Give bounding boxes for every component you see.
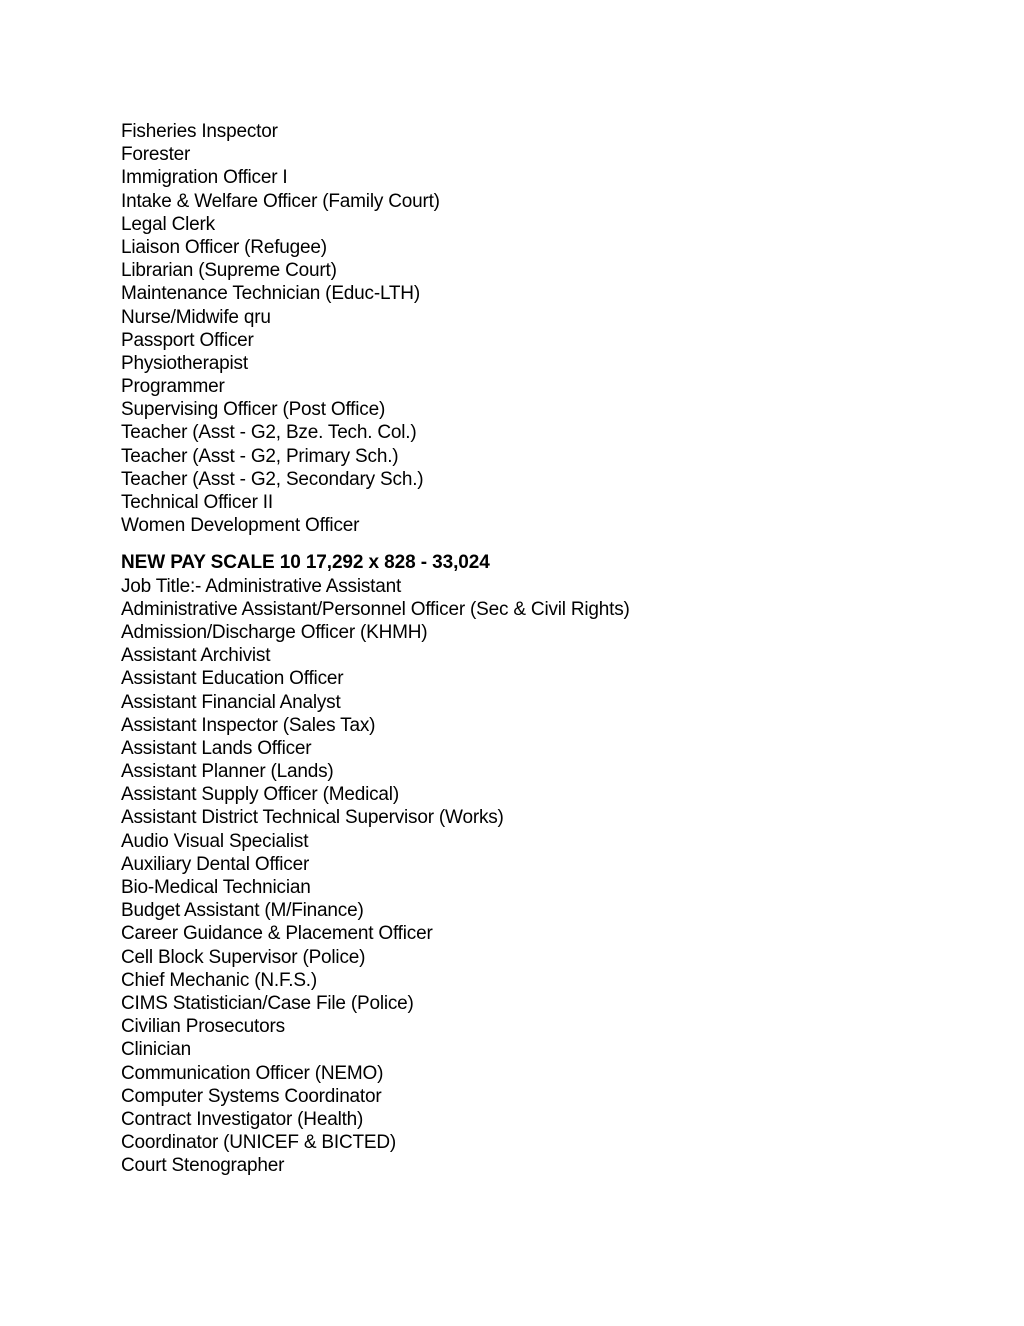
list-item: Computer Systems Coordinator xyxy=(121,1085,382,1107)
list-item: Women Development Officer xyxy=(121,515,360,537)
list-item: Supervising Officer (Post Office) xyxy=(121,399,386,421)
list-item: Librarian (Supreme Court) xyxy=(121,260,337,282)
list-item: Maintenance Technician (Educ-LTH) xyxy=(121,283,420,305)
job-title-list-top xyxy=(121,120,981,537)
list-item: Budget Assistant (M/Finance) xyxy=(121,900,364,922)
list-item: CIMS Statistician/Case File (Police) xyxy=(121,992,414,1014)
list-item: Bio-Medical Technician xyxy=(121,877,311,898)
list-item: Programmer xyxy=(121,376,225,398)
list-item: Civilian Prosecutors xyxy=(121,1016,285,1038)
list-item: Teacher (Asst - G2, Secondary Sch.) xyxy=(121,468,424,490)
list-item: Technical Officer II xyxy=(121,492,273,513)
list-item: Physiotherapist xyxy=(121,352,248,374)
list-item: Chief Mechanic (N.F.S.) xyxy=(121,969,318,991)
list-item: Audio Visual Specialist xyxy=(121,830,309,852)
list-item: Career Guidance & Placement Officer xyxy=(121,923,433,945)
list-item: Communication Officer (NEMO) xyxy=(121,1062,384,1084)
list-item: Assistant District Technical Supervisor (Works) xyxy=(121,807,504,829)
list-item: Forester xyxy=(121,144,191,166)
list-item: Contract Investigator (Health) xyxy=(121,1108,364,1130)
list-item: Coordinator (UNICEF & BICTED) xyxy=(121,1132,397,1154)
list-item: Assistant Education Officer xyxy=(121,668,344,690)
list-item: Assistant Archivist xyxy=(121,645,271,667)
list-item: Court Stenographer xyxy=(121,1155,285,1177)
list-item: Assistant Supply Officer (Medical) xyxy=(121,784,399,806)
list-item: Assistant Inspector (Sales Tax) xyxy=(121,714,376,736)
list-item: Teacher (Asst - G2, Primary Sch.) xyxy=(121,445,399,467)
job-title-list-pay-scale-10 xyxy=(121,598,981,1178)
list-item: Teacher (Asst - G2, Bze. Tech. Col.) xyxy=(121,422,417,444)
pay-scale-heading: NEW PAY SCALE 10 17,292 x 828 - 33,024 xyxy=(121,552,490,574)
list-item: Nurse/Midwife qru xyxy=(121,306,271,328)
list-item: Legal Clerk xyxy=(121,213,215,235)
list-item: Assistant Planner (Lands) xyxy=(121,761,334,783)
list-item: Admission/Discharge Officer (KHMH) xyxy=(121,621,428,643)
list-item: Immigration Officer I xyxy=(121,167,288,189)
list-item: Intake & Welfare Officer (Family Court) xyxy=(121,190,440,212)
list-item: Assistant Lands Officer xyxy=(121,737,312,759)
list-item: Liaison Officer (Refugee) xyxy=(121,236,327,258)
document-page xyxy=(121,120,981,1177)
list-item: Assistant Financial Analyst xyxy=(121,691,341,713)
section-spacer xyxy=(121,537,981,551)
list-item: Passport Officer xyxy=(121,329,254,351)
list-item: Cell Block Supervisor (Police) xyxy=(121,946,366,968)
list-item: Fisheries Inspector xyxy=(121,121,278,142)
list-item: Administrative Assistant/Personnel Officer (Sec & Civil Rights) xyxy=(121,598,630,620)
job-title-line: Job Title:- Administrative Assistant xyxy=(121,575,402,597)
list-item: Auxiliary Dental Officer xyxy=(121,853,310,875)
list-item: Clinician xyxy=(121,1039,192,1061)
